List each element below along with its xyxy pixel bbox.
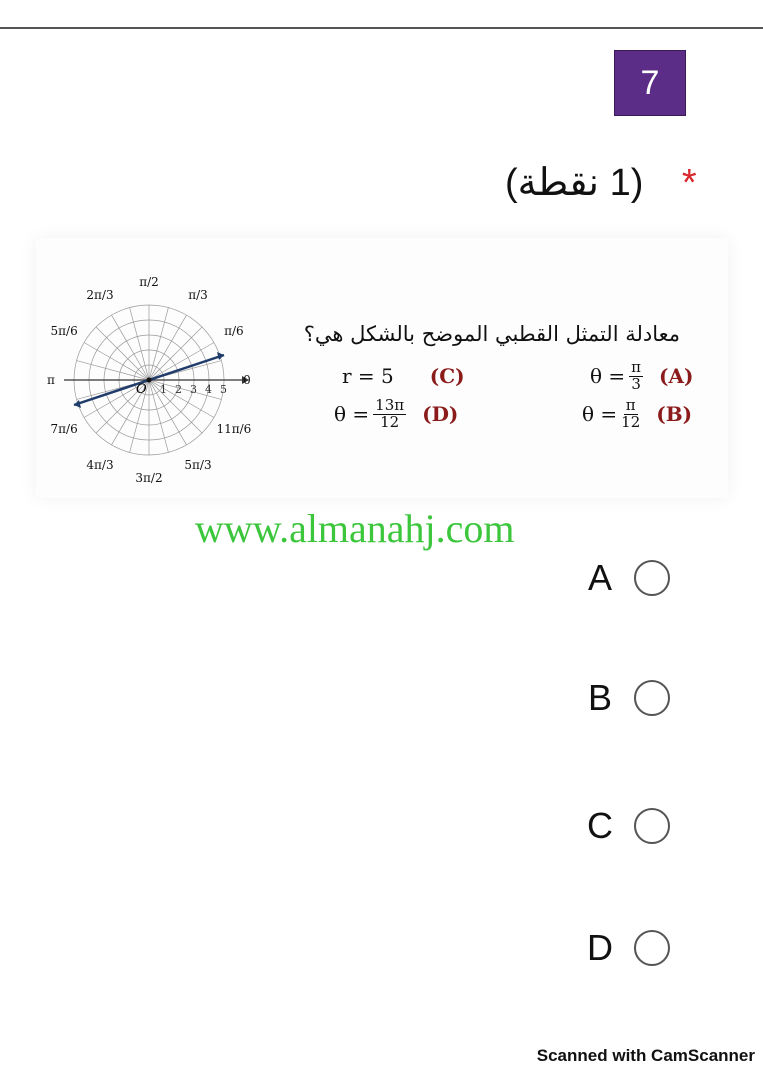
scanner-footer: Scanned with CamScanner [536,1046,755,1065]
polar-spoke [84,343,149,381]
choice-c[interactable] [580,805,670,847]
polar-spoke [149,308,168,380]
radius-tick-label: 3 [190,383,197,396]
question-number: 7 [614,50,686,116]
choice-b[interactable] [580,677,670,719]
radio-c[interactable] [634,808,670,844]
option-d: θ = $\frac{13\pi}{12}$ (D) [334,396,459,431]
points-label: (1 نقطة) [505,162,644,204]
angle-label: π/2 [139,275,159,289]
option-b: θ = $\frac{\pi}{12}$ (B) [582,396,693,431]
radius-tick-label: 1 [160,383,167,396]
polar-spoke [130,308,149,380]
angle-label: 5π/3 [184,457,212,472]
radio-d[interactable] [634,930,670,966]
option-a: θ = $\frac{\pi}{3}$ (A) [590,358,694,393]
angle-label: π/3 [188,288,208,303]
angle-label: 11π/6 [216,422,252,436]
choice-b-label: B [587,677,612,718]
polar-spoke [112,315,150,380]
polar-graph [42,250,267,490]
choice-c-label: C [587,805,613,846]
required-asterisk: * [681,162,697,204]
top-divider [0,27,763,29]
angle-label: π [47,373,55,387]
angle-label: 2π/3 [86,288,114,303]
radius-tick-label: 5 [220,383,227,396]
radio-b[interactable] [634,680,670,716]
angle-label: 4π/3 [86,457,114,472]
polar-spoke [96,327,149,380]
origin-label: O [136,382,147,397]
angle-label: π/6 [224,324,244,338]
angle-label: 0 [243,373,251,387]
radio-a[interactable] [634,560,670,596]
question-image-card [36,238,728,498]
angle-label: 3π/2 [135,471,163,485]
angle-label: 5π/6 [50,324,78,338]
polar-spoke [77,361,149,380]
choice-a-label: A [587,557,612,598]
choice-d[interactable] [580,927,670,969]
radius-tick-label: 4 [205,383,212,396]
option-c: r = 5 (C) [342,364,465,388]
choice-a[interactable] [580,557,670,599]
watermark: www.almanahj.com [195,506,515,551]
choice-d-label: D [587,927,613,968]
question-points [505,160,697,205]
angle-label: 7π/6 [50,422,78,436]
question-text: معادلة التمثل القطبي الموضح بالشكل هي؟ [303,322,680,346]
radius-tick-label: 2 [175,383,182,396]
